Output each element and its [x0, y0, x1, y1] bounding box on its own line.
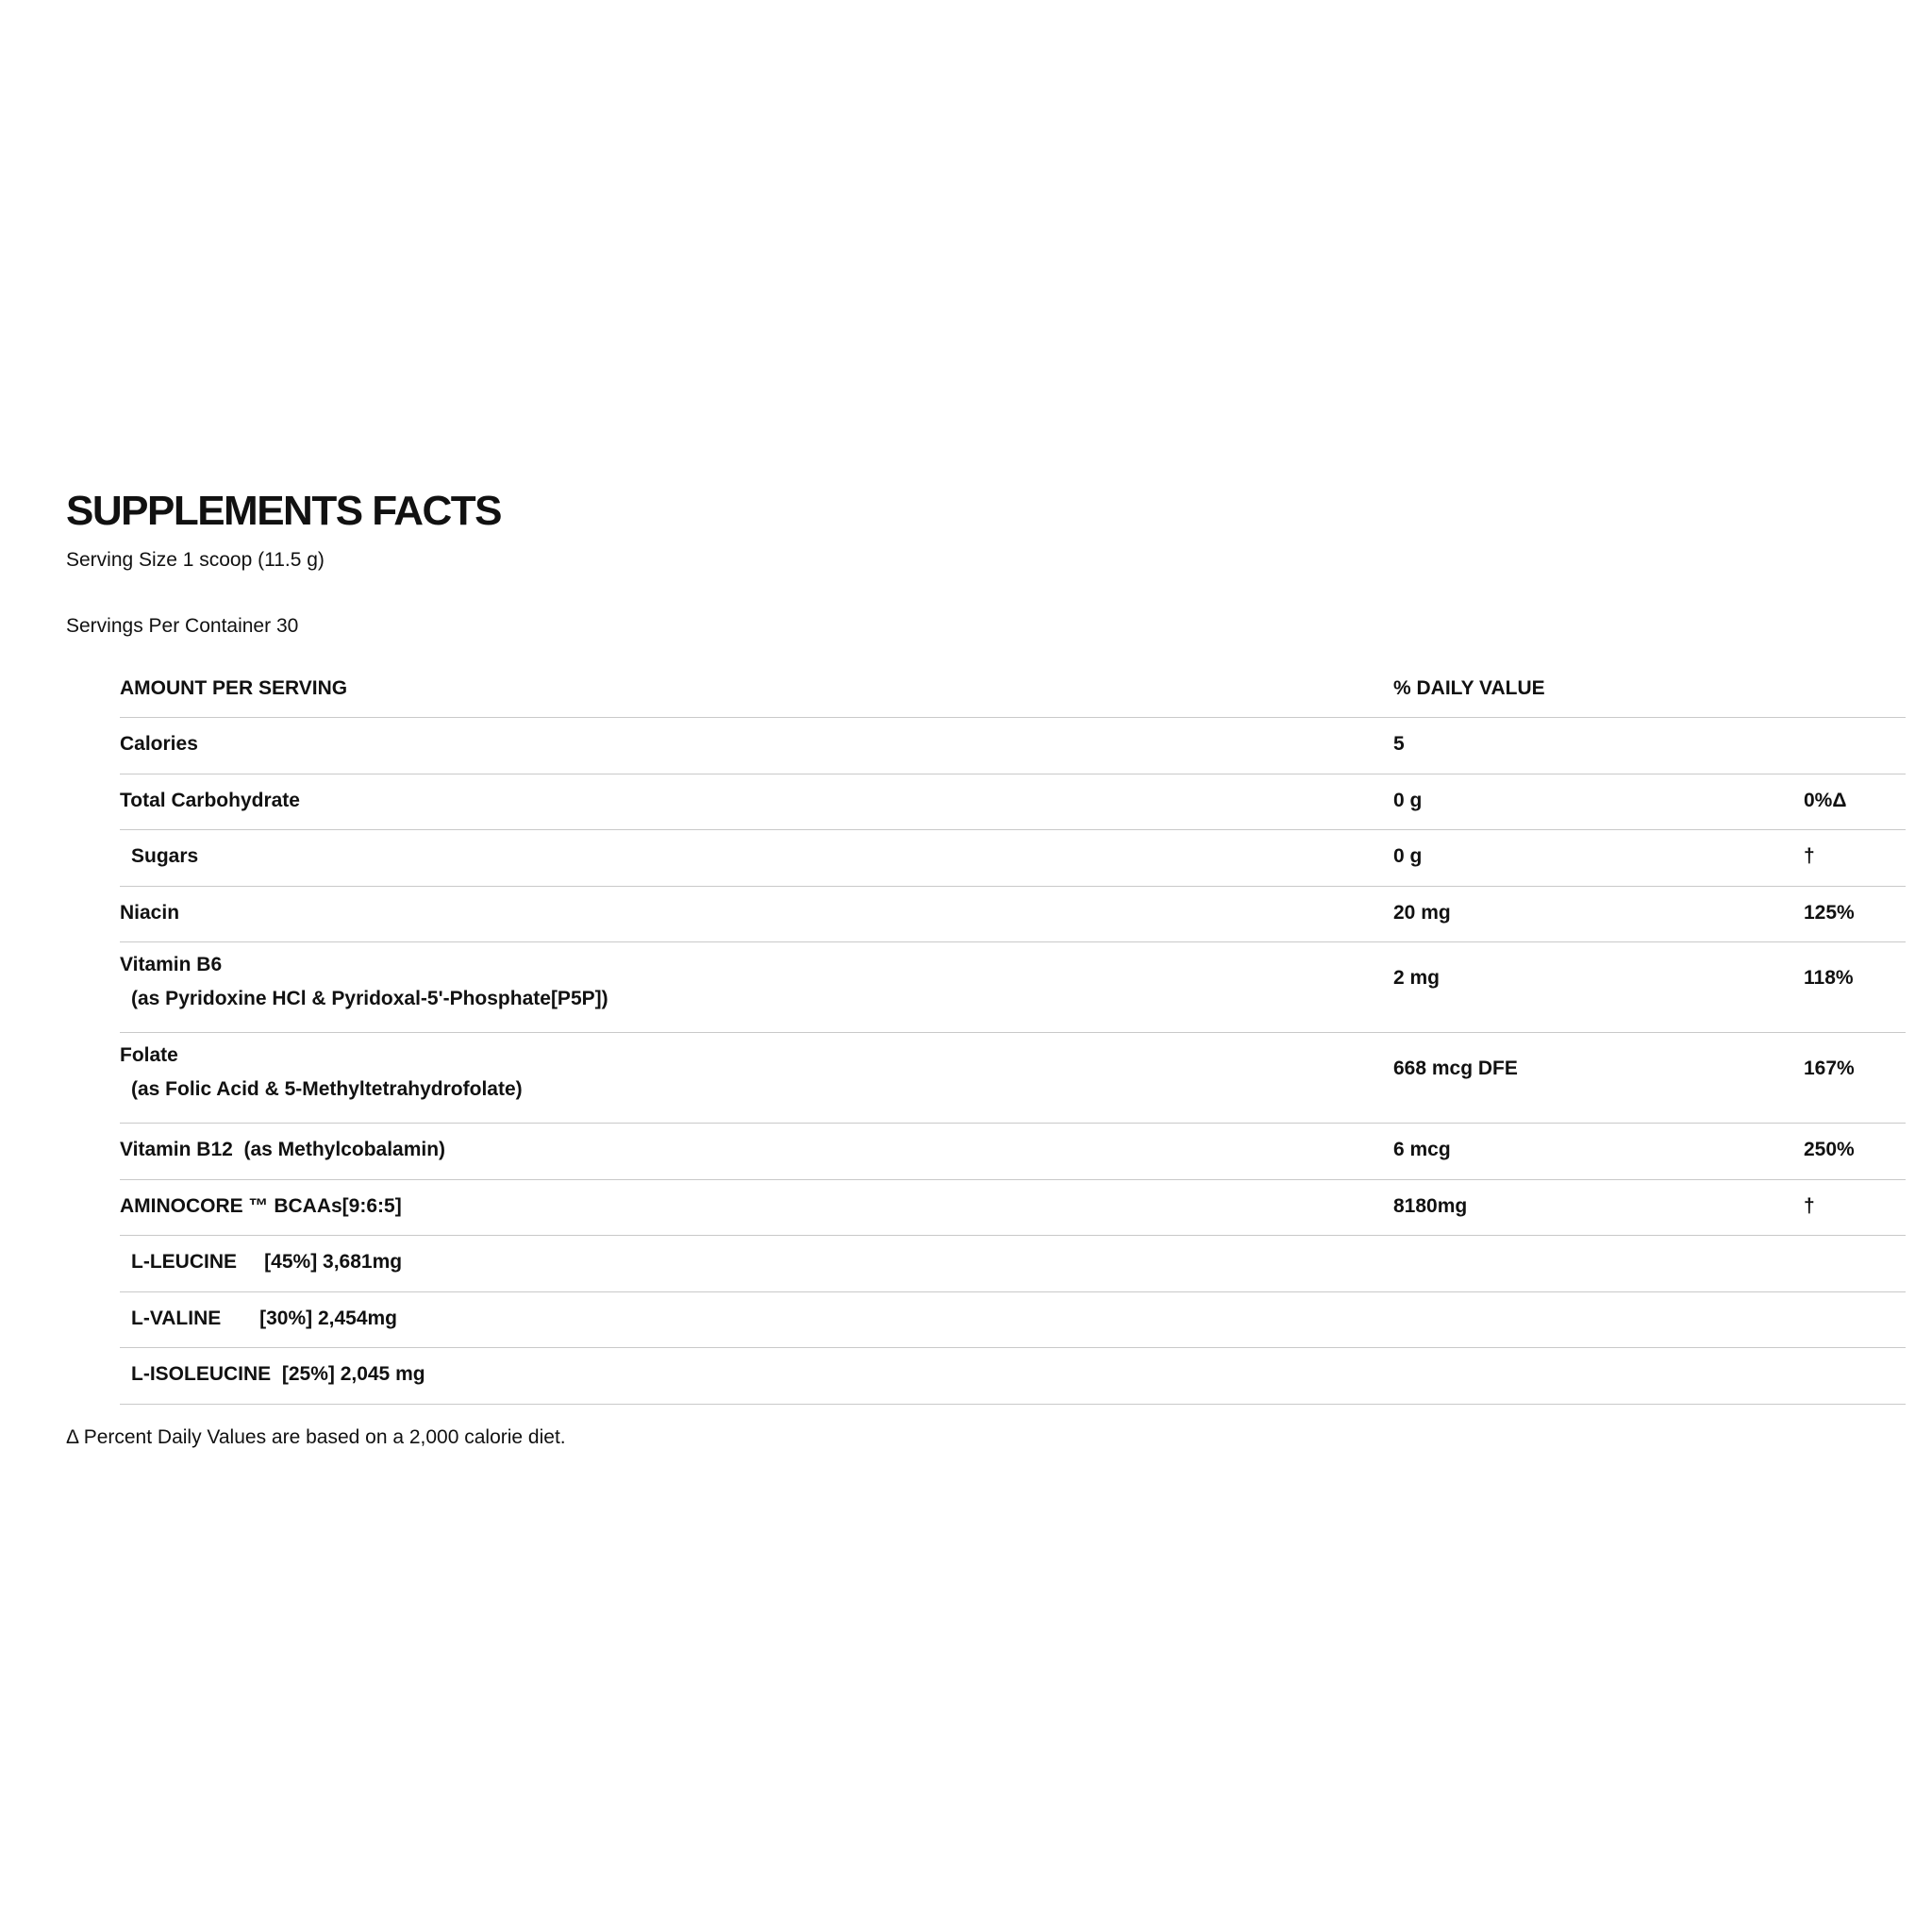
- nutrient-source: (as Folic Acid & 5-Methyltetrahydrofolate): [131, 1078, 523, 1100]
- table-row-l-valine: [120, 1292, 1906, 1349]
- nutrient-name-block: [120, 1033, 1346, 1107]
- daily-value-footnote: Δ Percent Daily Values are based on a 2,000 calorie diet.: [66, 1426, 566, 1448]
- nutrient-amount: 6 mcg: [1393, 1139, 1451, 1160]
- nutrient-amount: [1393, 1348, 1771, 1361]
- nutrient-name: L-LEUCINE [45%] 3,681mg: [131, 1251, 403, 1273]
- nutrient-name: Vitamin B6: [120, 954, 223, 975]
- table-row-calories: [120, 718, 1906, 774]
- table-row-vitamin-b12: [120, 1124, 1906, 1180]
- nutrient-name: Calories: [120, 733, 198, 755]
- header-daily-value: % DAILY VALUE: [1393, 677, 1545, 699]
- table-row-total-carbohydrate: [120, 774, 1906, 831]
- nutrient-daily-value: †: [1804, 1194, 1815, 1217]
- table-header-row: [120, 662, 1906, 718]
- nutrient-amount: [1393, 1236, 1771, 1249]
- servings-per-container: Servings Per Container 30: [66, 615, 299, 637]
- nutrient-name: L-ISOLEUCINE [25%] 2,045 mg: [131, 1363, 425, 1385]
- nutrient-daily-value: 118%: [1804, 967, 1854, 989]
- nutrient-amount: 5: [1393, 733, 1405, 755]
- header-amount-per-serving: AMOUNT PER SERVING: [120, 677, 348, 699]
- nutrient-daily-value: [1804, 1292, 1917, 1306]
- table-row-l-leucine: [120, 1236, 1906, 1292]
- table-row-aminocore-bcaas: [120, 1180, 1906, 1237]
- nutrient-amount: 2 mg: [1393, 967, 1441, 989]
- table-row-sugars: [120, 830, 1906, 887]
- facts-title: SUPPLEMENTS FACTS: [66, 488, 501, 534]
- nutrient-daily-value: †: [1804, 845, 1815, 867]
- nutrient-name: Sugars: [131, 845, 199, 867]
- nutrient-daily-value: 250%: [1804, 1139, 1855, 1160]
- nutrient-daily-value: 167%: [1804, 1058, 1855, 1079]
- nutrient-name: AMINOCORE ™ BCAAs[9:6:5]: [120, 1194, 402, 1217]
- nutrient-name: Niacin: [120, 901, 180, 924]
- supplement-facts-panel: [66, 483, 1906, 1448]
- nutrient-daily-value: [1804, 1236, 1917, 1249]
- nutrient-amount: 8180mg: [1393, 1194, 1468, 1217]
- serving-size: Serving Size 1 scoop (11.5 g): [66, 549, 325, 571]
- nutrient-name: Folate: [120, 1044, 178, 1066]
- nutrient-name: L-VALINE [30%] 2,454mg: [131, 1307, 398, 1329]
- nutrient-daily-value: 125%: [1804, 901, 1855, 924]
- facts-table: [120, 662, 1906, 1405]
- nutrient-amount: 0 g: [1393, 789, 1423, 811]
- table-row-vitamin-b6: [120, 942, 1906, 1033]
- nutrient-name: Total Carbohydrate: [120, 789, 300, 811]
- nutrient-daily-value: 0%Δ: [1804, 789, 1847, 811]
- nutrient-amount: [1393, 1292, 1771, 1306]
- nutrient-daily-value: [1804, 718, 1917, 731]
- nutrient-source: (as Pyridoxine HCl & Pyridoxal-5'-Phosphate[P5P]): [131, 988, 608, 1009]
- nutrient-amount: 20 mg: [1393, 901, 1451, 924]
- nutrient-amount: 0 g: [1393, 845, 1423, 867]
- nutrient-name-block: [120, 942, 1346, 1016]
- nutrient-amount: 668 mcg DFE: [1393, 1058, 1518, 1079]
- table-row-niacin: [120, 887, 1906, 943]
- nutrient-daily-value: [1804, 1348, 1917, 1361]
- table-row-l-isoleucine: [120, 1348, 1906, 1405]
- table-row-folate: [120, 1033, 1906, 1124]
- nutrient-name: Vitamin B12 (as Methylcobalamin): [120, 1139, 446, 1160]
